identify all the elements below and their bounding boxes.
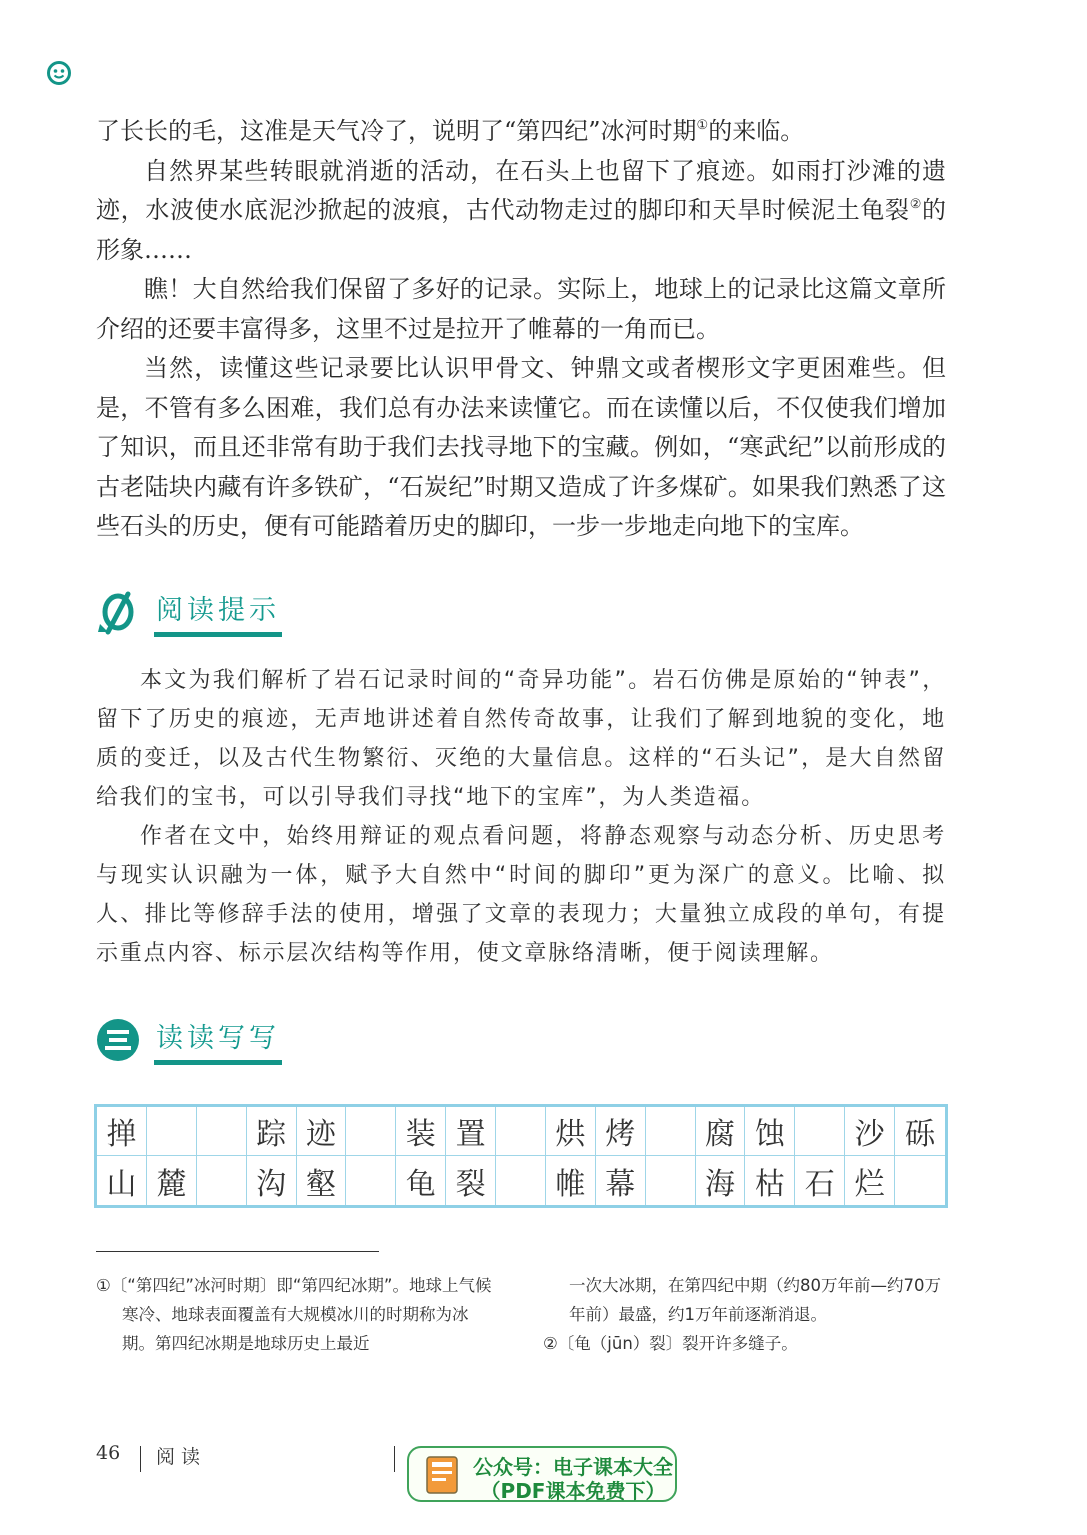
vocab-cell: 石 [795, 1156, 845, 1205]
vocab-cell: 沙 [845, 1107, 895, 1156]
vocab-cell: 烘 [546, 1107, 596, 1156]
empty-cell [496, 1107, 546, 1156]
article-paragraph: 了长长的毛，这准是天气冷了，说明了“第四纪”冰河时期①的来临。 [96, 117, 805, 145]
reading-hint-icon [94, 588, 142, 636]
empty-cell [197, 1156, 247, 1205]
vocab-cell: 裂 [446, 1156, 496, 1205]
vocab-cell: 烂 [845, 1156, 895, 1205]
vocab-cell: 海 [696, 1156, 746, 1205]
vocab-cell: 置 [446, 1107, 496, 1156]
smiley-icon [46, 60, 72, 86]
footnote-1: ①〔“第四纪”冰河时期〕即“第四纪冰期”。地球上气候寒冷、地球表面覆盖有大规模冰川的时期称为冰期。第四纪冰期是地球历史上最近 [96, 1276, 492, 1353]
vocab-cell: 壑 [297, 1156, 347, 1205]
footer-section-label: 阅读 [156, 1446, 207, 1468]
vocab-cell: 砾 [895, 1107, 945, 1156]
article-paragraph: 自然界某些转眼就消逝的活动，在石头上也留下了痕迹。如雨打沙滩的遗迹，水波使水底泥沙掀起的波痕，古代动物走过的脚印和天旱时候泥土龟裂②的形象…… [96, 156, 946, 264]
watermark-line-2: （PDF课本免费下） [480, 1479, 666, 1503]
footnotes-right-column [543, 1271, 943, 1358]
section-underline [154, 1060, 282, 1065]
vocab-cell: 装 [396, 1107, 446, 1156]
hint-paragraph: 作者在文中，始终用辩证的观点看问题，将静态观察与动态分析、历史思考与现实认识融为一体，赋予大自然中“时间的脚印”更为深广的意义。比喻、拟人、排比等修辞手法的使用，增强了文章的表现力；大量独立成段的单句，有提示重点内容、标示层次结构等作用，使文章脉络清晰，便于阅读理解。 [96, 824, 946, 966]
vocab-cell: 枯 [745, 1156, 795, 1205]
watermark-badge [407, 1446, 677, 1502]
article-body [96, 112, 946, 547]
empty-cell [346, 1156, 396, 1205]
article-paragraph: 瞧！大自然给我们保留了多好的记录。实际上，地球上的记录比这篇文章所介绍的还要丰富得多，这里不过是拉开了帷幕的一角而已。 [96, 275, 946, 343]
article-paragraph: 当然，读懂这些记录要比认识甲骨文、钟鼎文或者楔形文字更困难些。但是，不管有多么困难，我们总有办法来读懂它。而在读懂以后，不仅使我们增加了知识，而且还非常有助于我们去找寻地下的宝藏。例如，“寒武纪”以前形成的古老陆块内藏有许多铁矿，“石炭纪”时期又造成了许多煤矿。如果我们熟悉了这些石头的历史，便有可能踏着历史的脚印，一步一步地走向地下的宝库。 [96, 354, 946, 540]
watermark-line-1: 公众号：电子课本大全 [473, 1455, 673, 1479]
vocab-cell: 烤 [596, 1107, 646, 1156]
footnote-divider [96, 1251, 379, 1252]
reading-hint-body [96, 661, 946, 973]
empty-cell [646, 1156, 696, 1205]
footnotes-left-column [96, 1271, 496, 1358]
hint-paragraph: 本文为我们解析了岩石记录时间的“奇异功能”。岩石仿佛是原始的“钟表”，留下了历史的痕迹，无声地讲述着自然传奇故事，让我们了解到地貌的变化，地质的变迁，以及古代生物繁衍、灭绝的大量信息。这样的“石头记”，是大自然留给我们的宝书，可以引导我们寻找“地下的宝库”，为人类造福。 [96, 668, 946, 810]
empty-cell [496, 1156, 546, 1205]
vocab-cell: 帷 [546, 1156, 596, 1205]
reading-hint-header [94, 586, 394, 646]
vocab-cell: 掸 [97, 1107, 147, 1156]
footnote-2: ②〔龟（jūn）裂〕裂开许多缝子。 [543, 1334, 798, 1353]
footnote-ref-2[interactable]: ② [909, 197, 922, 212]
vocab-cell: 踪 [247, 1107, 297, 1156]
vocabulary-grid [94, 1104, 948, 1208]
vocab-cell: 蚀 [745, 1107, 795, 1156]
vocab-cell: 幕 [596, 1156, 646, 1205]
read-write-header [94, 1014, 394, 1074]
page-number: 46 [96, 1442, 121, 1464]
vocab-cell: 麓 [147, 1156, 197, 1205]
vocab-cell: 迹 [297, 1107, 347, 1156]
empty-cell [795, 1107, 845, 1156]
section-title: 阅读提示 [156, 595, 280, 626]
footer-separator [140, 1446, 141, 1472]
book-icon [423, 1454, 463, 1496]
read-write-icon [94, 1016, 142, 1064]
empty-cell [646, 1107, 696, 1156]
section-underline [154, 632, 282, 637]
vocab-cell: 龟 [396, 1156, 446, 1205]
empty-cell [147, 1107, 197, 1156]
vocab-cell: 腐 [696, 1107, 746, 1156]
footnote-ref-1[interactable]: ① [696, 118, 709, 133]
footer-separator [394, 1446, 395, 1472]
empty-cell [346, 1107, 396, 1156]
empty-cell [895, 1156, 945, 1205]
section-title: 读读写写 [156, 1023, 280, 1054]
vocab-cell: 山 [97, 1156, 147, 1205]
footnote-1-continued: 一次大冰期，在第四纪中期（约80万年前—约70万年前）最盛，约1万年前逐渐消退。 [569, 1276, 941, 1324]
empty-cell [197, 1107, 247, 1156]
vocab-cell: 沟 [247, 1156, 297, 1205]
